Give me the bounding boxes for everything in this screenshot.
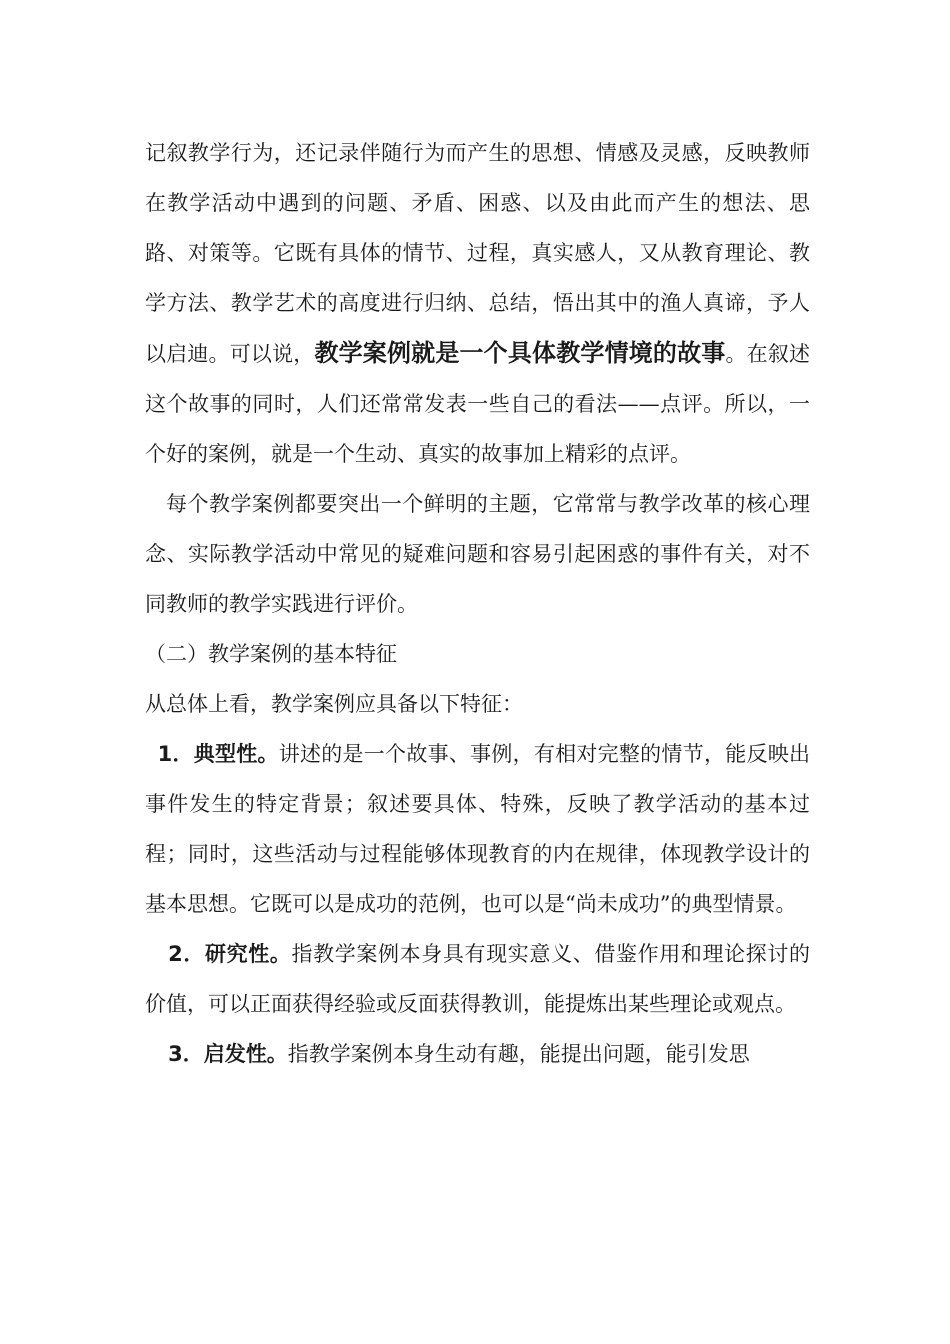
paragraph-case-description	[145, 128, 810, 479]
feature-text: 讲述的是一个故事、事例，有相对完整的情节，能反映出事件发生的特定背景；叙述要具体、特殊，反映了教学活动的基本过程；同时，这些活动与过程能够体现教育的内在规律，体现教学设计的基本思想。它既可以是成功的范例，也可以是“尚未成功”的典型情景。	[145, 742, 810, 916]
feature-item-typicality	[145, 729, 810, 929]
paragraph-text: 记叙教学行为，还记录伴随行为而产生的思想、情感及灵感，反映教师在教学活动中遇到的问题、矛盾、困惑、以及由此而产生的想法、思路、对策等。它既有具体的情节、过程，真实感人，又从教育理论、教学方法、教学艺术的高度进行归纳、总结，悟出其中的渔人真谛，予人以启迪。可以说，	[145, 141, 810, 366]
features-intro: 从总体上看，教学案例应具备以下特征：	[145, 692, 523, 716]
feature-label: 2．研究性。	[168, 942, 292, 966]
section-heading: （二）教学案例的基本特征	[145, 642, 397, 666]
paragraph-text: 。在叙述这个故事的同时，人们还常常发表一些自己的看法——点评。所以，一个好的案例，就是一个生动、真实的故事加上精彩的点评。	[145, 342, 811, 466]
document-body	[145, 128, 810, 1079]
feature-label: 3．启发性。	[168, 1042, 288, 1066]
feature-item-inspiration	[145, 1029, 810, 1079]
feature-text: 指教学案例本身具有现实意义、借鉴作用和理论探讨的价值，可以正面获得经验或反面获得教训，能提炼出某些理论或观点。	[145, 942, 810, 1016]
feature-item-research	[145, 929, 810, 1029]
feature-text: 指教学案例本身生动有趣，能提出问题，能引发思	[287, 1042, 750, 1066]
emphasis-text: 教学案例就是一个具体教学情境的故事	[314, 339, 726, 367]
paragraph-theme: 每个教学案例都要突出一个鲜明的主题，它常常与教学改革的核心理念、实际教学活动中常见的疑难问题和容易引起困惑的事件有关，对不同教师的教学实践进行评价。	[145, 492, 810, 616]
feature-label: 1．典型性。	[157, 742, 279, 766]
